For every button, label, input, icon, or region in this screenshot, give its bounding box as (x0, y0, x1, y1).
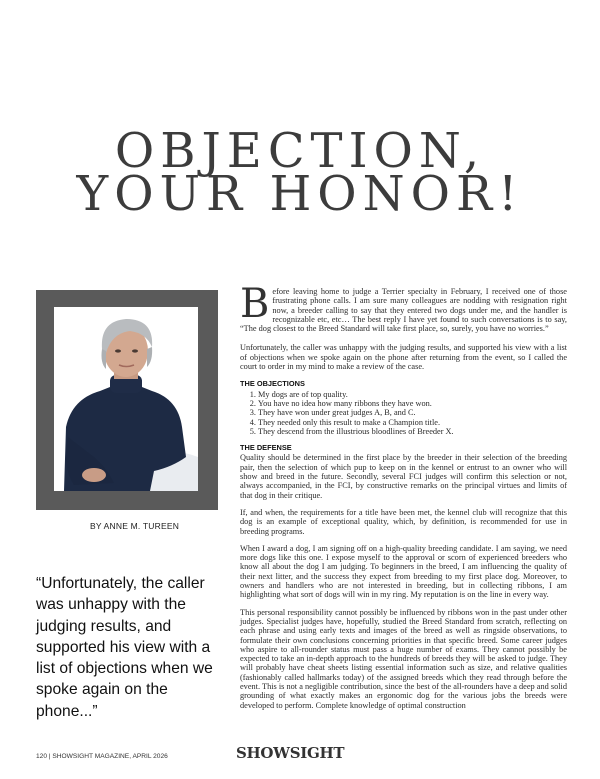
paragraph-4: If, and when, the requirements for a title have been met, the kennel club will recognize that this dog is an example of exceptional quality, which, by definition, is recommended for use in breeding programs. (240, 507, 567, 536)
pull-quote: “Unfortunately, the caller was unhappy with the judging results, and supported his view with a list of objections when we spoke again on the phone...” (36, 575, 213, 720)
objections-heading: THE OBJECTIONS (240, 379, 305, 389)
author-photo-frame (36, 290, 218, 510)
author-byline: BY ANNE M. TUREEN (90, 521, 180, 531)
author-photo (54, 307, 198, 491)
objections-list (240, 390, 567, 436)
showsight-logo: SHOWSIGHT (236, 744, 345, 762)
objection-item: 4. They needed only this result to make a Champion title. (258, 418, 567, 427)
page-footer-info: 120 | SHOWSIGHT MAGAZINE, APRIL 2026 (36, 753, 168, 760)
author-portrait-image (54, 307, 198, 491)
defense-paragraph: Quality should be determined in the first place by the breeder in their selection of the breeding pair, then the selection of which pup to keep on in the kennel or entrust to an owner who will show and breed in the future. Secondly, several FCI judges will confirm this selection or not, always accompanied, in the FCI, by constructive remarks on the principal virtues and limits of that dog in their critique. (240, 453, 567, 500)
paragraph-5: When I award a dog, I am signing off on a high-quality breeding candidate. I am saying, we need more dogs like this one. I expose myself to the approval or scorn of experienced breeders who know all about the dog I am judging. To beginners in the breed, I am influencing the quality of their next litter, and the success they expect from breeding to my first place dog. Moreover, to owners and handlers who are not interested in breeding, but in collecting ribbons, I am highlighting what sort of dogs will win in my ring. My reputation is on the line in every way. (240, 543, 567, 600)
intro-text: efore leaving home to judge a Terrier specialty in February, I received one of those frustrating phone calls. I am sure many colleagues are nodding with resignation right now, a breeder calling to say that they entered two dogs under me, and the handler is recognizable etc, etc… The best reply I have yet found to such conversations is to say, “The dog closest to the Breed Standard will take first place, so, surely, you have no worries.” (240, 287, 567, 334)
paragraph-6: This personal responsibility cannot possibly be influenced by ribbons won in the past under other judges. Specialist judges have, hopefully, studied the Breed Standard from scratch, reflecting on each phrase and using early texts and images of the breed as well as ringside observations, to formulate their own conclusions concerning priorities in that specific breed. Some career judges who aspire to all-rounder status must pass a huge number of exams. They cannot possibly be expected to take an in-depth approach to the hundreds of breeds they will be asked to judge. They will probably have cheat sheets listing essential information such as size, and relative qualities (fashionably called hallmarks today) of the assigned breeds which they read through before the event. This is not a negligible contribution, since the best of the all-rounders have a deep and solid grounding of what exactly makes an ergonomic dog for the various jobs the breeds were developed to perform. Complete knowledge of optimal construction (240, 607, 567, 710)
intro-paragraph (240, 281, 567, 334)
objection-item: 2. You have no idea how many ribbons they have won. (258, 399, 567, 408)
article-body (240, 281, 567, 718)
defense-heading: THE DEFENSE (240, 443, 292, 453)
headline-line-2: YOUR HONOR! (76, 166, 524, 222)
paragraph-2: Unfortunately, the caller was unhappy with the judging results, and supported his view with a list of objections when we spoke again on the phone after returning from the event, so I called the court to order in my mind to make a review of the case. (240, 343, 567, 372)
objection-item: 3. They have won under great judges A, B, and C. (258, 408, 567, 417)
objection-item: 5. They descend from the illustrious bloodlines of Breeder X. (258, 427, 567, 436)
objection-item: 1. My dogs are of top quality. (258, 390, 567, 399)
headline-line-1: OBJECTION, (114, 123, 486, 179)
drop-cap: B (240, 281, 270, 327)
